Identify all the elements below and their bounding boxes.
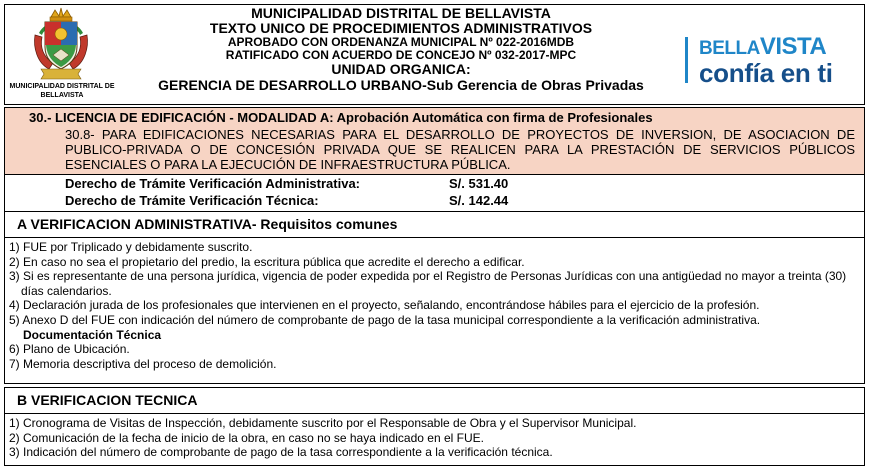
fees-block: [4, 175, 865, 211]
coat-of-arms-icon: [31, 7, 91, 81]
municipal-logo: [9, 7, 115, 107]
brand-name-part1: BELLA: [699, 38, 760, 59]
requirement-item: 1) Cronograma de Visitas de Inspección, debidamente suscrito por el Responsable de Obra y el Supervisor Municipal.: [9, 416, 637, 430]
unit-label: UNIDAD ORGANICA:: [331, 61, 471, 77]
fee-label: Derecho de Trámite Verificación Administrativa:: [65, 176, 361, 191]
brand-slogan: confía en ti: [699, 58, 833, 88]
requirement-item: 6) Plano de Ubicación.: [9, 342, 130, 357]
ratification-line: RATIFICADO CON ACUERDO DE CONCEJO Nº 032-2017-MPC: [225, 48, 577, 62]
requirement-item: 7) Memoria descriptiva del proceso de demolición.: [9, 356, 277, 371]
fee-amount: S/. 142.44: [449, 193, 509, 208]
brand-name: [699, 33, 826, 61]
header-text-block: [113, 6, 689, 94]
requirement-item: 4) Declaración jurada de los profesionales que intervienen en el proyecto, señalando, encontrándose hábiles para el ejercicio de la profesión.: [9, 298, 760, 313]
section-a-body: [4, 238, 865, 384]
section-a-heading: A VERIFICACION ADMINISTRATIVA- Requisitos comunes: [4, 211, 865, 238]
procedure-block: [4, 107, 865, 175]
procedure-description: 30.8- PARA EDIFICACIONES NECESARIAS PARA EL DESARROLLO DE PROYECTOS DE INVERSION, DE ASOCIACION DE PUBLICO-PRIVADA O DE CONCESIÓN PRIVADA QUE SE REALICEN PARA LA PRESTACIÓN DE SERVICIOS PÚBLICOS ESENCIALES O PARA LA EJECUCIÓN DE INFRAESTRUCTURA PÚBLICA.: [65, 127, 855, 172]
municipality-title: MUNICIPALIDAD DISTRITAL DE BELLAVISTA: [251, 5, 551, 21]
ordinance-line: APROBADO CON ORDENANZA MUNICIPAL Nº 022-2016MDB: [227, 35, 575, 49]
fee-label: Derecho de Trámite Verificación Técnica:: [65, 193, 319, 208]
requirement-item: 2) Comunicación de la fecha de inicio de la obra, en caso no se haya indicado en el FUE.: [9, 430, 484, 445]
requirement-item: 2) En caso no sea el propietario del predio, la escritura pública que acredite el derecho a edificar.: [9, 254, 525, 269]
requirement-item: 1) FUE por Triplicado y debidamente suscrito.: [9, 240, 253, 254]
section-b-body: [4, 414, 865, 466]
procedure-title: 30.- LICENCIA DE EDIFICACIÓN - MODALIDAD A: Aprobación Automática con firma de Profesionales: [29, 110, 653, 125]
section-b-heading: B VERIFICACION TECNICA: [4, 387, 865, 414]
requirement-item: 3) Indicación del número de comprobante de pago de la tasa correspondiente a la verificación técnica.: [9, 445, 553, 460]
requirement-item: 5) Anexo D del FUE con indicación del número de comprobante de pago de la tasa municipal correspondiente a la verificación administrativa.: [9, 312, 761, 327]
logo-caption: MUNICIPALIDAD DISTRITAL DE BELLAVISTA: [9, 83, 115, 99]
requirement-item: 3) Si es representante de una persona jurídica, vigencia de poder expedida por el Registro de Personas Jurídicas con una antigüedad no mayor a treinta (30) días calendarios.: [9, 269, 847, 298]
brand-name-part2: VISTA: [759, 33, 827, 60]
tupa-title: TEXTO UNICO DE PROCEDIMIENTOS ADMINISTRATIVOS: [209, 20, 593, 36]
document-header: [4, 4, 865, 105]
technical-docs-subheading: Documentación Técnica: [23, 327, 162, 342]
unit-name: GERENCIA DE DESARROLLO URBANO-Sub Gerencia de Obras Privadas: [158, 77, 644, 93]
tupa-page: [4, 4, 865, 466]
brand-accent-bar: [685, 37, 688, 83]
fee-amount: S/. 531.40: [449, 176, 509, 191]
brand-logo: [685, 31, 860, 87]
